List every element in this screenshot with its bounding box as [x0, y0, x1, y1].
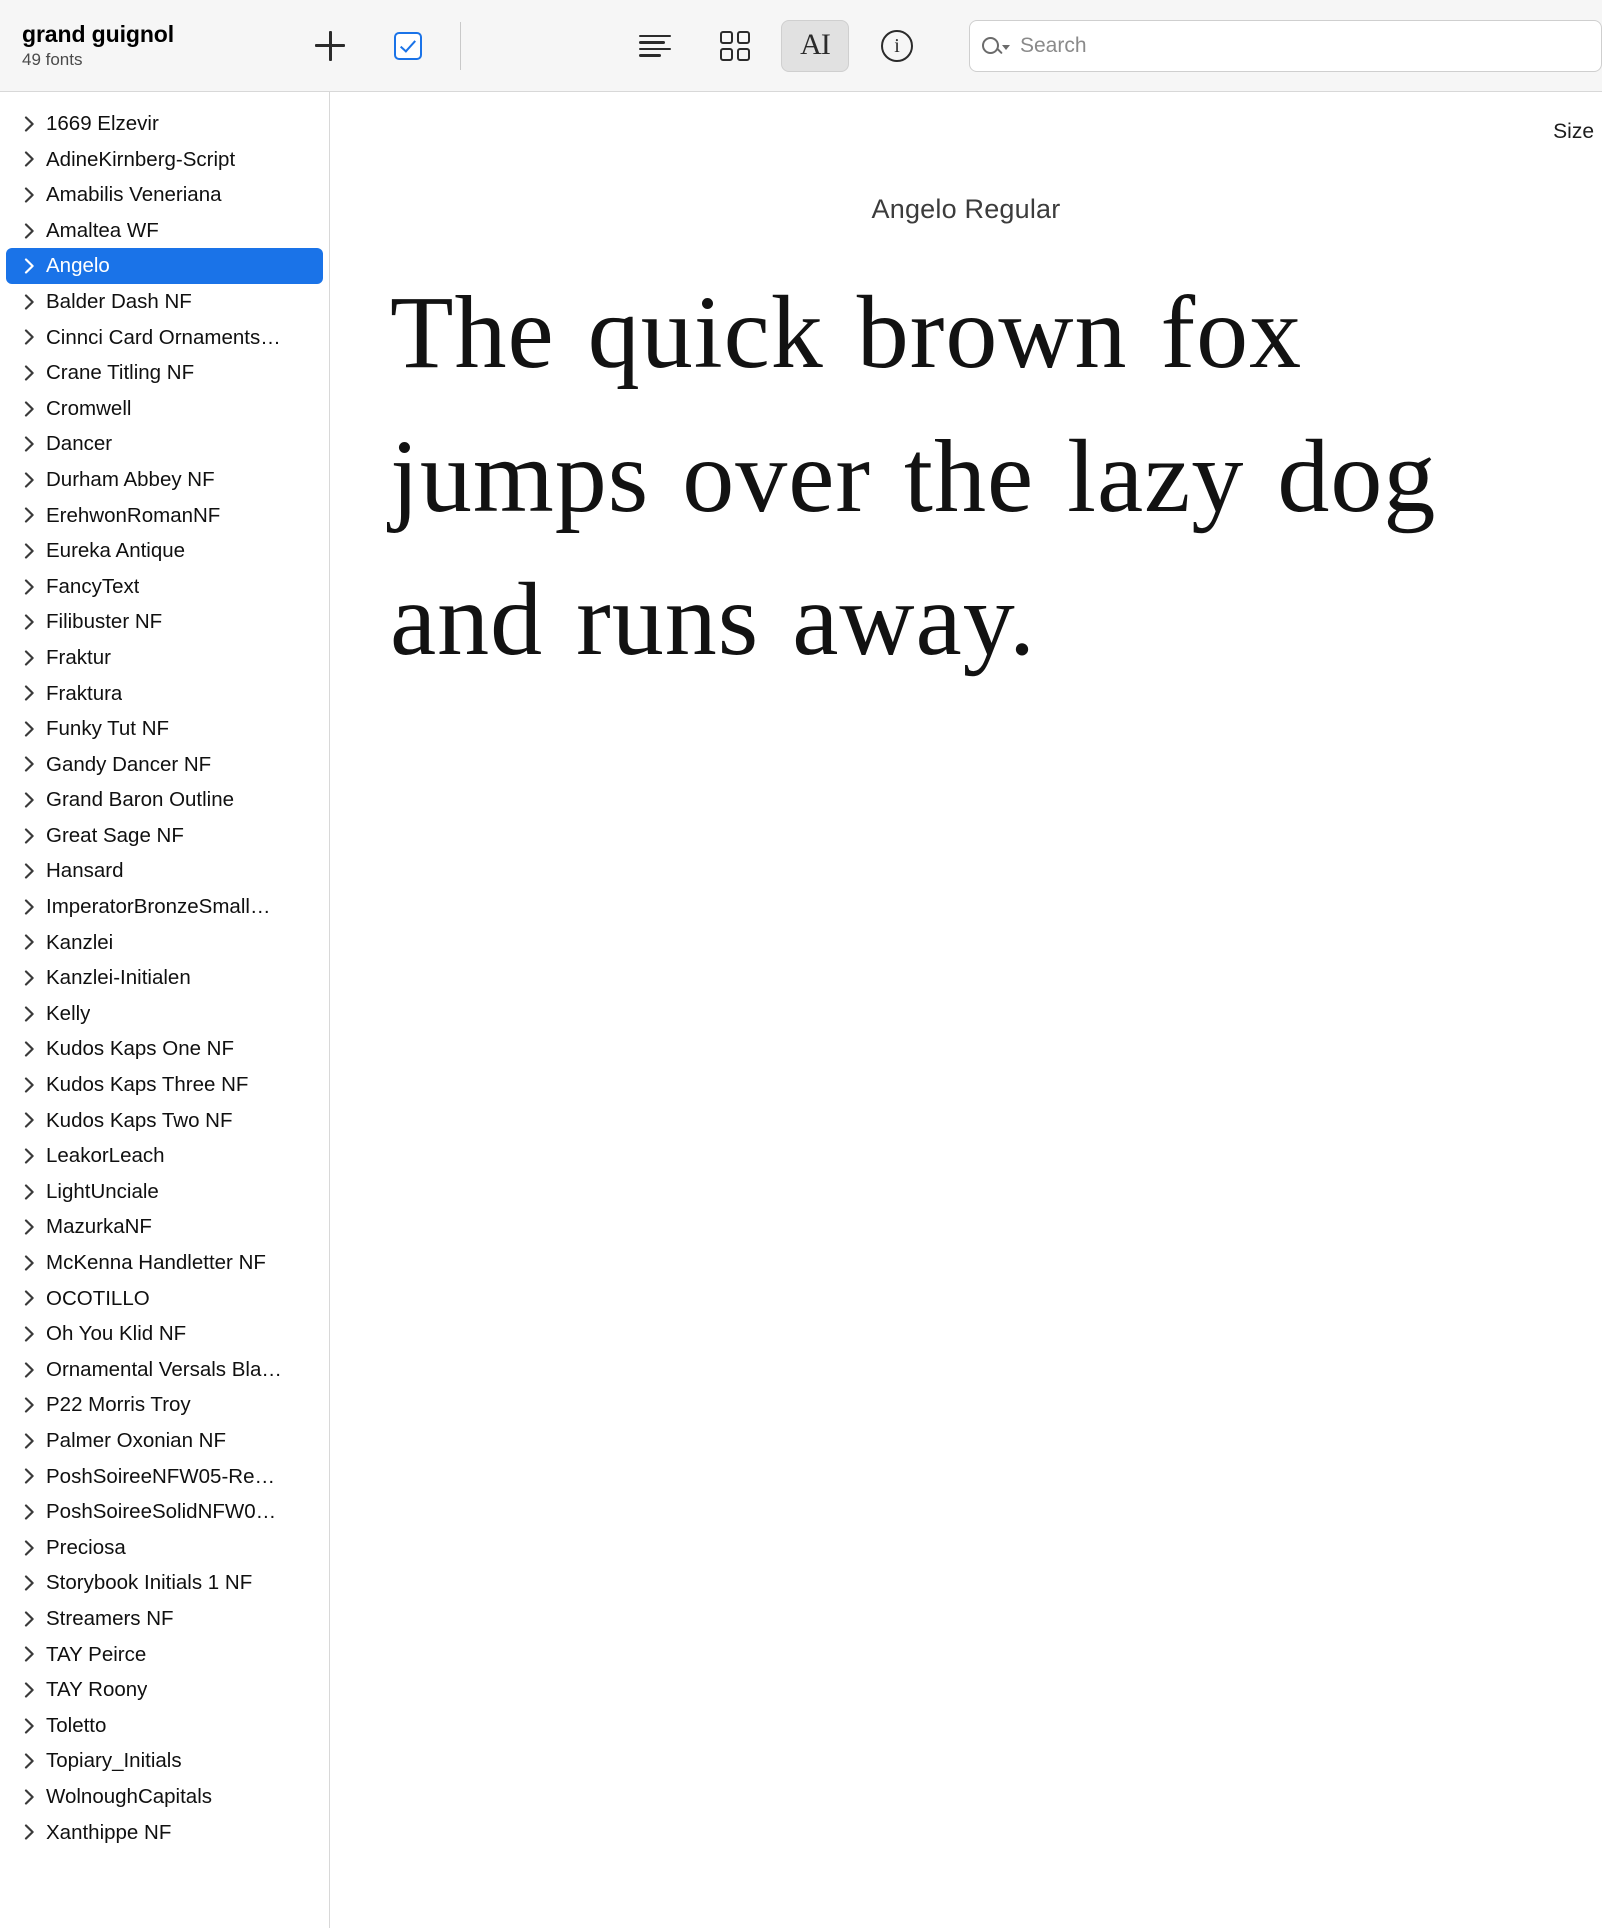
- font-list-item-label: Amaltea WF: [46, 218, 159, 242]
- font-list-item-label: Kelly: [46, 1001, 91, 1025]
- font-list-item-label: Funky Tut NF: [46, 717, 170, 741]
- font-list-item[interactable]: [6, 462, 323, 498]
- font-list-item[interactable]: [6, 640, 323, 676]
- font-list-item[interactable]: [6, 925, 323, 961]
- font-list-item-label: WolnoughCapitals: [46, 1784, 213, 1808]
- font-list-item-label: Hansard: [46, 859, 124, 883]
- font-list-item[interactable]: [6, 355, 323, 391]
- chevron-right-icon[interactable]: [20, 1184, 38, 1200]
- chevron-right-icon[interactable]: [20, 614, 38, 630]
- font-list-item-label: Kanzlei-Initialen: [46, 966, 191, 990]
- font-list-item-label: ErehwonRomanNF: [46, 503, 221, 527]
- font-list-item-label: Gandy Dancer NF: [46, 752, 212, 776]
- font-list-item-label: Kudos Kaps Two NF: [46, 1108, 233, 1132]
- font-list-item[interactable]: [6, 426, 323, 462]
- font-list-item-label: Cromwell: [46, 396, 132, 420]
- chevron-right-icon[interactable]: [20, 756, 38, 772]
- font-list-item[interactable]: [6, 676, 323, 712]
- font-list-item[interactable]: [6, 533, 323, 569]
- chevron-right-icon[interactable]: [20, 1540, 38, 1556]
- font-list-item[interactable]: [6, 391, 323, 427]
- font-preview-pane: [330, 92, 1602, 1928]
- chevron-right-icon[interactable]: [20, 258, 38, 274]
- chevron-right-icon[interactable]: [20, 1290, 38, 1306]
- font-list-item[interactable]: [6, 1352, 323, 1388]
- font-list-item[interactable]: [6, 106, 323, 142]
- font-list-item[interactable]: [6, 1708, 323, 1744]
- sample-text-icon: AI: [800, 27, 830, 61]
- font-list-item-label: OCOTILLO: [46, 1286, 150, 1310]
- chevron-right-icon[interactable]: [20, 863, 38, 879]
- font-list-item[interactable]: [6, 1209, 323, 1245]
- chevron-right-icon[interactable]: [20, 1041, 38, 1057]
- font-list-item[interactable]: [6, 142, 323, 178]
- font-list-item-label: Grand Baron Outline: [46, 788, 235, 812]
- font-list-item[interactable]: [6, 604, 323, 640]
- font-list-item-label: Kudos Kaps One NF: [46, 1037, 235, 1061]
- font-list-item[interactable]: [6, 1245, 323, 1281]
- enable-font-checkbox-button[interactable]: [386, 24, 430, 68]
- toolbar: [0, 0, 1602, 92]
- chevron-right-icon[interactable]: [20, 1362, 38, 1378]
- chevron-right-icon[interactable]: [20, 650, 38, 666]
- font-list-item[interactable]: [6, 1281, 323, 1317]
- font-list-item[interactable]: [6, 1601, 323, 1637]
- font-list-item-label: TAY Roony: [46, 1678, 148, 1702]
- font-list-item-label: Ornamental Versals Bla…: [46, 1357, 282, 1381]
- chevron-right-icon[interactable]: [20, 1646, 38, 1662]
- font-list-item-label: LightUnciale: [46, 1179, 159, 1203]
- font-list-item[interactable]: [6, 853, 323, 889]
- font-list-item-label: FancyText: [46, 574, 140, 598]
- chevron-right-icon[interactable]: [20, 1504, 38, 1520]
- toolbar-left-group: [308, 24, 430, 68]
- font-list-item-label: Amabilis Veneriana: [46, 183, 222, 207]
- size-slider-label: Size: [1553, 120, 1594, 143]
- search-input[interactable]: [1020, 34, 1589, 58]
- font-list-item[interactable]: [6, 1031, 323, 1067]
- font-list-item-label: PoshSoireeNFW05-Re…: [46, 1464, 275, 1488]
- view-mode-segmented-control: [621, 20, 919, 72]
- font-list-item[interactable]: [6, 782, 323, 818]
- preview-sample-text[interactable]: The quick brown fox jumps over the lazy dog and runs away.: [390, 275, 1437, 678]
- font-list-item[interactable]: [6, 1672, 323, 1708]
- font-list-item[interactable]: [6, 320, 323, 356]
- chevron-right-icon[interactable]: [20, 792, 38, 808]
- chevron-right-icon[interactable]: [20, 1682, 38, 1698]
- font-list-item-label: Great Sage NF: [46, 823, 184, 847]
- chevron-right-icon[interactable]: [20, 1006, 38, 1022]
- font-list-item[interactable]: [6, 1565, 323, 1601]
- chevron-right-icon[interactable]: [20, 579, 38, 595]
- chevron-right-icon[interactable]: [20, 1112, 38, 1128]
- chevron-right-icon[interactable]: [20, 1824, 38, 1840]
- chevron-right-icon[interactable]: [20, 1611, 38, 1627]
- chevron-right-icon[interactable]: [20, 1148, 38, 1164]
- font-list-item-label: ImperatorBronzeSmall…: [46, 895, 271, 919]
- main-body: [0, 92, 1602, 1928]
- toolbar-divider: [460, 22, 461, 70]
- font-list-item[interactable]: [6, 1174, 323, 1210]
- search-field[interactable]: [969, 20, 1602, 72]
- font-list-item-label: Cinnci Card Ornaments…: [46, 325, 281, 349]
- font-list-item-label: Palmer Oxonian NF: [46, 1428, 227, 1452]
- font-list-sidebar[interactable]: [0, 92, 330, 1928]
- font-list-item[interactable]: [6, 1743, 323, 1779]
- info-icon: i: [881, 30, 913, 62]
- chevron-right-icon[interactable]: [20, 436, 38, 452]
- checkbox-icon: [394, 32, 422, 60]
- font-list-item-label: Topiary_Initials: [46, 1749, 182, 1773]
- font-list-item[interactable]: [6, 177, 323, 213]
- chevron-right-icon[interactable]: [20, 1397, 38, 1413]
- chevron-right-icon[interactable]: [20, 1433, 38, 1449]
- font-list-item-label: Balder Dash NF: [46, 289, 192, 313]
- chevron-right-icon[interactable]: [20, 1077, 38, 1093]
- font-list-item[interactable]: [6, 1423, 323, 1459]
- font-list-item-label: Kudos Kaps Three NF: [46, 1073, 249, 1097]
- chevron-right-icon[interactable]: [20, 685, 38, 701]
- chevron-right-icon[interactable]: [20, 1219, 38, 1235]
- chevron-right-icon[interactable]: [20, 472, 38, 488]
- font-list-item[interactable]: [6, 960, 323, 996]
- view-mode-sample-button[interactable]: [781, 20, 849, 72]
- font-list-item-label: Preciosa: [46, 1535, 126, 1559]
- chevron-right-icon[interactable]: [20, 365, 38, 381]
- chevron-right-icon[interactable]: [20, 1718, 38, 1734]
- font-list-item-label: Streamers NF: [46, 1606, 174, 1630]
- font-list-item-label: Eureka Antique: [46, 539, 186, 563]
- chevron-right-icon[interactable]: [20, 543, 38, 559]
- font-list-item-label: Storybook Initials 1 NF: [46, 1571, 253, 1595]
- font-list-item[interactable]: [6, 1316, 323, 1352]
- chevron-right-icon[interactable]: [20, 116, 38, 132]
- font-list-item[interactable]: [6, 996, 323, 1032]
- chevron-right-icon[interactable]: [20, 970, 38, 986]
- font-list-item[interactable]: [6, 818, 323, 854]
- font-list-item-label: Durham Abbey NF: [46, 467, 215, 491]
- collection-title: grand guignol: [22, 20, 175, 47]
- font-list-item-label: Xanthippe NF: [46, 1820, 172, 1844]
- plus-icon: [315, 31, 345, 61]
- add-font-button[interactable]: [308, 24, 352, 68]
- chevron-right-icon[interactable]: [20, 934, 38, 950]
- font-list-item[interactable]: [6, 1815, 323, 1851]
- font-list-item-label: TAY Peirce: [46, 1642, 147, 1666]
- chevron-right-icon[interactable]: [20, 187, 38, 203]
- chevron-right-icon[interactable]: [20, 1789, 38, 1805]
- font-list-item[interactable]: [6, 284, 323, 320]
- font-list-item-label: Fraktur: [46, 645, 111, 669]
- font-list-item-label: LeakorLeach: [46, 1144, 165, 1168]
- font-list-item-label: Dancer: [46, 432, 113, 456]
- font-list-item[interactable]: [6, 1779, 323, 1815]
- chevron-right-icon[interactable]: [20, 329, 38, 345]
- font-count-label: 49 fonts: [22, 50, 83, 70]
- font-list-item[interactable]: [6, 1494, 323, 1530]
- chevron-right-icon[interactable]: [20, 721, 38, 737]
- chevron-right-icon[interactable]: [20, 294, 38, 310]
- font-list-item[interactable]: [6, 1637, 323, 1673]
- font-list-item[interactable]: [6, 1459, 323, 1495]
- font-list-item-label: Filibuster NF: [46, 610, 163, 634]
- font-list-item-label: Angelo: [46, 254, 110, 278]
- font-list-item-label: AdineKirnberg-Script: [46, 147, 236, 171]
- chevron-right-icon[interactable]: [20, 401, 38, 417]
- collection-header: [0, 21, 330, 71]
- font-list-item[interactable]: [6, 1103, 323, 1139]
- font-list-item[interactable]: [6, 498, 323, 534]
- font-list-item[interactable]: [6, 248, 323, 284]
- search-icon[interactable]: [982, 37, 1010, 54]
- chevron-right-icon[interactable]: [20, 1753, 38, 1769]
- font-list-item[interactable]: [6, 1530, 323, 1566]
- chevron-right-icon[interactable]: [20, 1255, 38, 1271]
- chevron-right-icon[interactable]: [20, 223, 38, 239]
- font-list-item[interactable]: [6, 747, 323, 783]
- font-list-item[interactable]: [6, 711, 323, 747]
- font-list-item-label: 1669 Elzevir: [46, 112, 159, 136]
- chevron-right-icon[interactable]: [20, 828, 38, 844]
- preview-font-title: Angelo Regular: [871, 194, 1061, 224]
- font-list-item[interactable]: [6, 569, 323, 605]
- chevron-right-icon[interactable]: [20, 1326, 38, 1342]
- font-list-item-label: PoshSoireeSolidNFW0…: [46, 1500, 277, 1524]
- chevron-right-icon[interactable]: [20, 151, 38, 167]
- view-mode-list-button[interactable]: [621, 20, 689, 72]
- font-list-item-label: Toletto: [46, 1713, 107, 1737]
- list-view-icon: [639, 35, 671, 57]
- font-list-item-label: Fraktura: [46, 681, 123, 705]
- chevron-right-icon[interactable]: [20, 507, 38, 523]
- chevron-right-icon[interactable]: [20, 1468, 38, 1484]
- font-list-item-label: P22 Morris Troy: [46, 1393, 191, 1417]
- font-list-item[interactable]: [6, 1387, 323, 1423]
- grid-view-icon: [720, 31, 750, 61]
- font-list-item-label: Kanzlei: [46, 930, 114, 954]
- font-info-button[interactable]: [875, 24, 919, 68]
- chevron-right-icon[interactable]: [20, 1575, 38, 1591]
- font-list-item-label: Oh You Klid NF: [46, 1322, 187, 1346]
- chevron-right-icon[interactable]: [20, 899, 38, 915]
- font-list-item[interactable]: [6, 1067, 323, 1103]
- font-list-item[interactable]: [6, 889, 323, 925]
- font-list-item-label: Crane Titling NF: [46, 361, 195, 385]
- view-mode-grid-button[interactable]: [701, 20, 769, 72]
- font-list-item[interactable]: [6, 213, 323, 249]
- font-list-item-label: McKenna Handletter NF: [46, 1251, 266, 1275]
- font-list-item-label: MazurkaNF: [46, 1215, 152, 1239]
- font-list-item[interactable]: [6, 1138, 323, 1174]
